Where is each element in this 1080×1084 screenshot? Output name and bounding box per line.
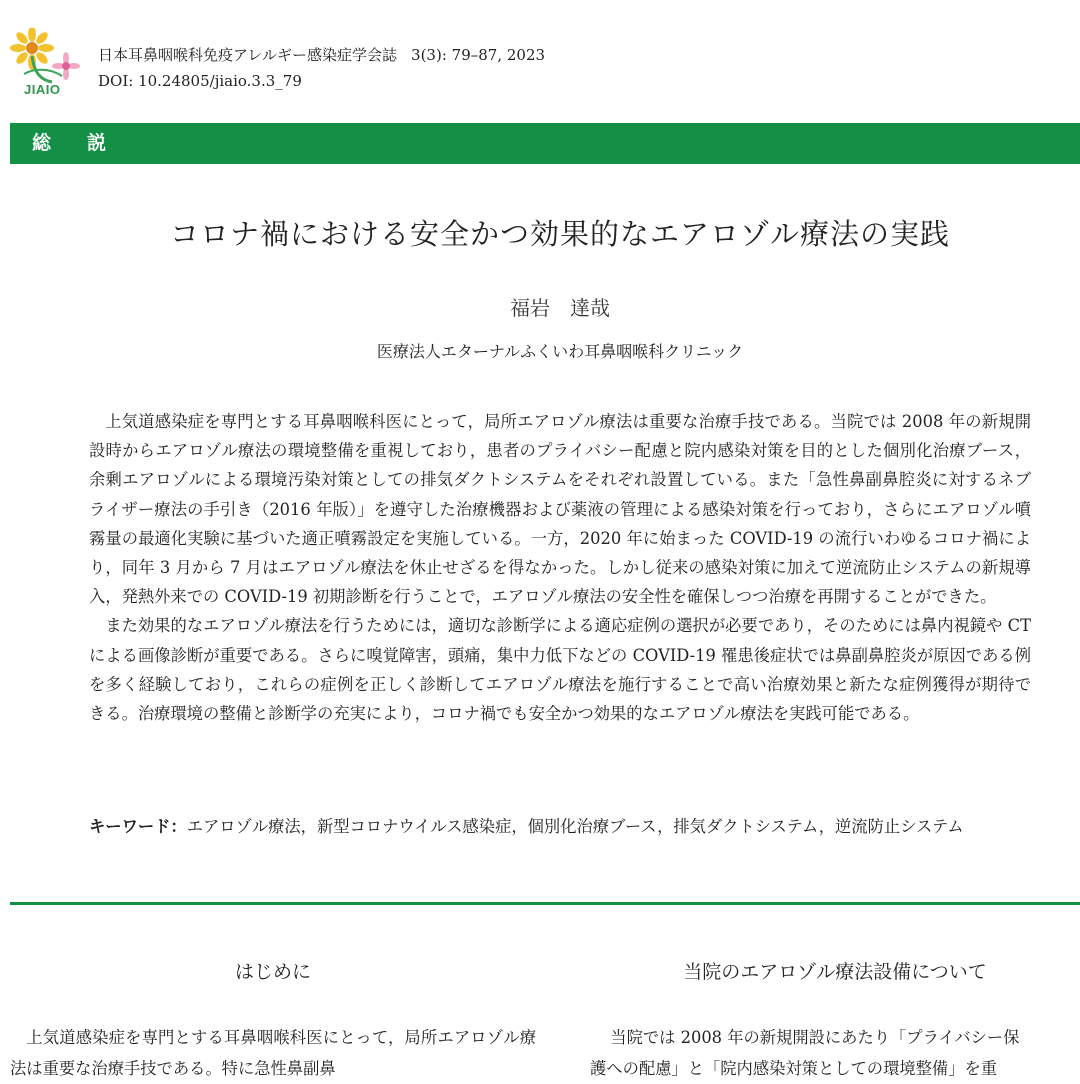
facilities-text-line: 当院では 2008 年の新規開設にあたり「プライバシー保	[610, 1028, 1020, 1047]
intro-heading: はじめに	[234, 961, 311, 983]
journal-name: 日本耳鼻咽喉科免疫アレルギー感染症学会誌	[98, 46, 398, 64]
volume-pages: 3(3): 79–87, 2023	[411, 46, 546, 64]
section-band	[10, 123, 1080, 164]
facilities-heading: 当院のエアロゾル療法設備について	[683, 961, 987, 983]
abstract	[89, 407, 1031, 728]
abstract-paragraph: 上気道感染症を専門とする耳鼻咽喉科医にとって，局所エアロゾル療法は重要な治療手技である。当院では 2008 年の新規開設時からエアロゾル療法の環境整備を重視しており，患者のプライバシー配慮と院内感染対策を目的とした個別化治療ブース，余剰エアロゾルによる環境汚染対策としての排気ダクトシステムをそれぞれ設置している。また「急性鼻副鼻腔炎に対するネブライザー療法の手引き（2016 年版）」を遵守した治療機器および薬液の管理による感染対策を行っており，さらにエアロゾル噴霧量の最適化実験に基づいた適正噴霧設定を実施している。一方，2020 年に始まった COVID-19 の流行いわゆるコロナ禍により，同年 3 月から 7 月はエアロゾル療法を休止せざるを得なかった。しかし従来の感染対策に加えて逆流防止システムの新規導入，発熱外来での COVID-19 初期診断を行うことで，エアロゾル療法の安全性を確保しつつ治療を再開することができた。	[89, 412, 1031, 607]
intro-text: 上気道感染症を専門とする耳鼻咽喉科医にとって，局所エアロゾル療法は重要な治療手技である。特に急性鼻副鼻	[10, 1028, 536, 1078]
facilities-text-line: 護への配慮」と「院内感染対策としての環境整備」を重	[590, 1059, 998, 1078]
logo-text: JIAIO	[24, 82, 61, 97]
abstract-paragraph: また効果的なエアロゾル療法を行うためには，適切な診断学による適応症例の選択が必要であり，そのためには鼻内視鏡や CT による画像診断が重要である。さらに嗅覚障害，頭痛，集中力低下などの COVID-19 罹患後症状では鼻副鼻腔炎が原因である例を多く経験しており，これらの症例を正しく診断してエアロゾル療法を施行することで高い治療効果と新たな症例獲得が期待できる。治療環境の整備と診断学の充実により，コロナ禍でも安全かつ効果的なエアロゾル療法を実践可能である。	[89, 616, 1031, 724]
author: 福岩 達哉	[510, 296, 610, 320]
keywords-label: キーワード：	[89, 817, 187, 836]
article-title: コロナ禍における安全かつ効果的なエアロゾル療法の実践	[169, 217, 950, 251]
keywords	[89, 812, 1024, 841]
affiliation: 医療法人エターナルふくいわ耳鼻咽喉科クリニック	[376, 342, 744, 361]
journal-info	[98, 42, 545, 94]
intro-column	[10, 957, 536, 1084]
keywords-list: エアロゾル療法，新型コロナウイルス感染症，個別化治療ブース，排気ダクトシステム，逆流防止システム	[186, 817, 964, 836]
section-divider	[10, 902, 1080, 905]
facilities-column	[590, 957, 1080, 1084]
section-label: 総説	[32, 132, 143, 154]
doi[interactable]: DOI: 10.24805/jiaio.3.3_79	[98, 72, 302, 90]
